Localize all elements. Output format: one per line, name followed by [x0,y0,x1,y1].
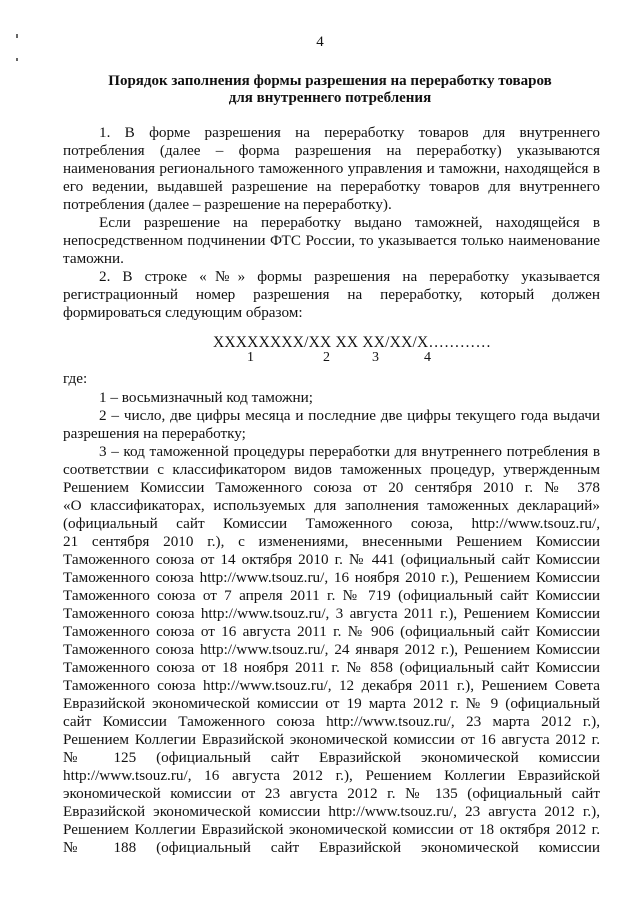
code-part-label: 1 [247,350,254,365]
text-line: таможни. [63,250,124,267]
text-line: потребления (далее – разрешение на переработку). [63,196,392,213]
list-item: Решением Комиссии Таможенного союза от 20 сентября 2010 г. № 378 [63,479,600,496]
text-line: 1. В форме разрешения на переработку товаров для внутреннего [99,124,600,141]
list-item: 1 – восьмизначный код таможни; [99,389,314,406]
list-item: Решением Коллегии Евразийской экономической комиссии от 16 августа 2012 г. [63,731,600,748]
list-item: Таможенного союза от 14 октября 2010 г. № 441 (официальный сайт Комиссии [63,551,600,568]
list-item: 21 сентября 2010 г.), с изменениями, внесенными Решением Комиссии [63,533,600,550]
list-item: разрешения на переработку; [63,425,246,442]
list-item: Таможенного союза от 16 августа 2011 г. № 906 (официальный сайт Комиссии [63,623,600,640]
list-item: (официальный сайт Комиссии Таможенного союза, http://www.tsouz.ru/, [63,515,600,532]
list-item: Таможенного союза http://www.tsouz.ru/, 24 января 2012 г.), Решением Комиссии [63,641,600,658]
list-item: Таможенного союза от 18 ноября 2011 г. № 858 (официальный сайт Комиссии [63,659,600,676]
list-item: Решением Коллегии Евразийской экономической комиссии от 18 октября 2012 г. [63,821,600,838]
list-item: Таможенного союза http://www.tsouz.ru/, 16 ноября 2010 г.), Решением Комиссии [63,569,600,586]
list-item: Таможенного союза http://www.tsouz.ru/, 12 декабря 2011 г.), Решением Совета [63,677,600,694]
list-item: Таможенного союза http://www.tsouz.ru/, 3 августа 2011 г.), Решением Комиссии [63,605,600,622]
list-item: № 188 (официальный сайт Евразийской экономической комиссии [63,839,600,856]
list-item: «О классификаторах, используемых для заполнения таможенных деклараций» [63,497,600,514]
list-item: Таможенного союза от 7 апреля 2011 г. № 719 (официальный сайт Комиссии [63,587,600,604]
code-part-label: 4 [424,350,431,365]
text-line: регистрационный номер разрешения на переработку, который должен [63,286,600,303]
list-item: 2 – число, две цифры месяца и последние две цифры текущего года выдачи [99,407,600,424]
page-number: 4 [316,34,324,50]
list-item: http://www.tsouz.ru/, 16 августа 2012 г.), Решением Коллегии Евразийской [63,767,600,784]
text-line: формироваться следующим образом: [63,304,303,321]
text-line: потребления (далее – форма разрешения на переработку) указываются [63,142,600,159]
list-item: Евразийской экономической комиссии http://www.tsouz.ru/, 23 августа 2012 г.), [63,803,600,820]
text-line: его ведении, выдавшей разрешение на переработку товаров для внутреннего [63,178,600,195]
code-part-label: 3 [372,350,379,365]
list-item: 3 – код таможенной процедуры переработки для внутреннего потребления в [99,443,600,460]
list-item: экономической комиссии от 23 августа 2012 г. № 135 (официальный сайт [63,785,600,802]
text-line: 2. В строке «№» формы разрешения на переработку указывается [99,268,600,285]
list-item: сайт Комиссии Таможенного союза http://www.tsouz.ru/, 23 марта 2012 г.), [63,713,600,730]
text-line: Если разрешение на переработку выдано таможней, находящейся в [99,214,600,231]
list-item: Евразийской экономической комиссии от 19 марта 2012 г. № 9 (официальный [63,695,600,712]
list-item: соответствии с классификатором видов таможенных процедур, утвержденным [63,461,600,478]
title-line: Порядок заполнения формы разрешения на переработку товаров [108,73,552,89]
where-label: где: [63,370,88,387]
scan-mark [16,58,18,61]
text-line: непосредственном подчинении ФТС России, то указывается только наименование [63,232,600,249]
title-line: для внутреннего потребления [228,90,432,106]
list-item: № 125 (официальный сайт Евразийской экономической комиссии [63,749,600,766]
code-part-label: 2 [323,350,330,365]
text-line: наименования регионального таможенного управления и таможни, находящейся в [63,160,600,177]
page-title [60,73,600,107]
registration-number-format: XXXXXXXX/XX XX XX/XX/X………… [213,334,492,351]
